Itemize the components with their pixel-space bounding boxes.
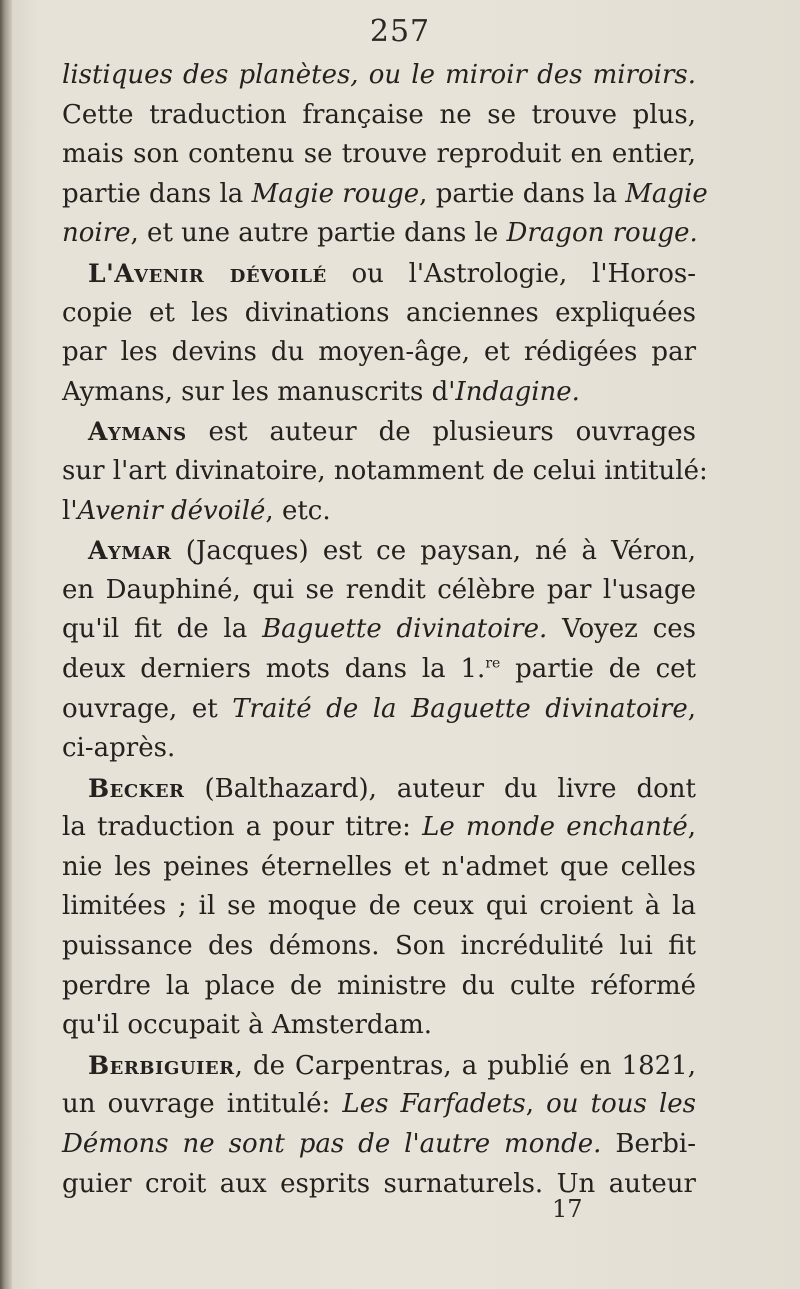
text-run: perdre la place de ministre du culte réformé <box>62 970 696 1001</box>
entry-heading: L'Avenir dévoilé <box>88 258 327 288</box>
entry-heading: Berbiguier <box>88 1050 235 1080</box>
signature-mark: 17 <box>552 1195 583 1223</box>
italic-text: Indagine. <box>455 376 580 407</box>
text-line <box>62 1125 696 1165</box>
text-line <box>62 135 696 175</box>
superscript: re <box>485 655 501 672</box>
text-run: qu'il occupait à Amsterdam. <box>62 1010 432 1041</box>
text-run: , <box>687 693 696 724</box>
italic-text: Dragon rouge. <box>506 218 698 249</box>
text-line <box>62 967 696 1007</box>
text-run: en Dauphiné, qui se rendit célèbre par l'usage <box>62 574 696 605</box>
text-run: l' <box>62 495 78 526</box>
text-run: Aymans, sur les manuscrits d' <box>62 376 456 407</box>
text-run: est auteur de plusieurs ouvrages <box>186 417 696 448</box>
text-run: , partie dans la <box>419 178 626 209</box>
italic-text: Les Farfadets <box>342 1089 526 1120</box>
text-run: (Balthazard), auteur du livre dont <box>184 773 696 804</box>
italic-text: noire <box>62 218 131 249</box>
text-run: deux derniers mots dans la 1. <box>62 653 486 684</box>
entry-heading: Aymar <box>88 536 172 566</box>
text-run: , et une autre partie dans le <box>130 218 507 249</box>
text-run: , <box>687 812 696 843</box>
text-line <box>62 1006 696 1046</box>
text-line <box>62 571 696 611</box>
italic-text: Le monde enchanté <box>422 812 688 843</box>
text-line <box>62 412 696 452</box>
text-run: la traduction a pour titre: <box>62 812 423 843</box>
text-run: Voyez ces <box>547 614 696 645</box>
text-run: , <box>525 1089 547 1120</box>
text-run: partie de cet <box>500 653 696 684</box>
text-line <box>62 848 696 888</box>
text-run: par les devins du moyen-âge, et rédigées par <box>62 337 696 368</box>
text-run: partie dans la <box>62 178 252 209</box>
text-line <box>62 769 696 809</box>
italic-text: Démons ne sont pas de l'autre monde. <box>62 1129 602 1160</box>
text-line <box>62 56 696 96</box>
text-run: Cette traduction française ne se trouve plus, <box>62 99 696 130</box>
page-gutter-shadow <box>0 0 12 1289</box>
text-line <box>62 1085 696 1125</box>
text-run: un ouvrage intitulé: <box>62 1089 343 1120</box>
entry-heading: Aymans <box>88 417 187 447</box>
italic-text: Magie <box>625 178 708 209</box>
text-line <box>62 254 696 294</box>
italic-text: Magie rouge <box>251 178 420 209</box>
text-run: Berbi- <box>601 1129 697 1160</box>
text-line <box>62 373 696 413</box>
text-line <box>62 690 696 730</box>
text-line <box>62 887 696 927</box>
text-run: nie les peines éternelles et n'admet que celles <box>62 851 696 882</box>
text-line <box>62 650 696 690</box>
body-text <box>62 56 708 1204</box>
text-line <box>62 1046 696 1086</box>
text-line <box>62 214 696 254</box>
italic-text: ou tous les <box>546 1089 697 1120</box>
text-run: qu'il fit de la <box>62 614 263 645</box>
italic-text: Baguette divinatoire. <box>262 614 548 645</box>
text-run: ou l'Astrologie, l'Horos- <box>326 258 696 289</box>
italic-text: listiques des planètes, ou le miroir des miroirs. <box>62 60 696 90</box>
text-line <box>62 492 696 532</box>
text-line <box>62 333 696 373</box>
entry-heading: Becker <box>88 773 185 803</box>
text-run: guier croit aux esprits surnaturels. Un auteur <box>62 1168 696 1199</box>
text-line <box>62 175 708 215</box>
italic-text: Traité de la Baguette divinatoire <box>232 693 688 724</box>
text-line <box>62 452 708 492</box>
text-line <box>62 808 696 848</box>
text-line <box>62 729 696 769</box>
text-run: limitées ; il se moque de ceux qui croient à la <box>62 891 696 922</box>
page-number: 257 <box>369 14 431 49</box>
text-run: sur l'art divinatoire, notamment de celui intitulé: <box>62 455 708 486</box>
text-line <box>62 96 696 136</box>
text-line <box>62 610 696 650</box>
italic-text: Avenir dévoilé <box>77 495 266 526</box>
text-run: mais son contenu se trouve reproduit en entier, <box>62 139 696 170</box>
text-line <box>62 294 696 334</box>
text-run: , etc. <box>265 495 331 526</box>
text-run: (Jacques) est ce paysan, né à Véron, <box>171 536 696 567</box>
text-run: ouvrage, et <box>62 693 233 724</box>
text-run: puissance des démons. Son incrédulité lui fit <box>62 931 696 962</box>
text-run: , de Carpentras, a publié en 1821, <box>234 1050 696 1081</box>
text-line <box>62 1165 696 1205</box>
text-run: copie et les divinations anciennes expliquées <box>62 297 696 328</box>
text-run: ci-après. <box>62 733 176 764</box>
text-line <box>62 531 696 571</box>
text-line <box>62 927 696 967</box>
